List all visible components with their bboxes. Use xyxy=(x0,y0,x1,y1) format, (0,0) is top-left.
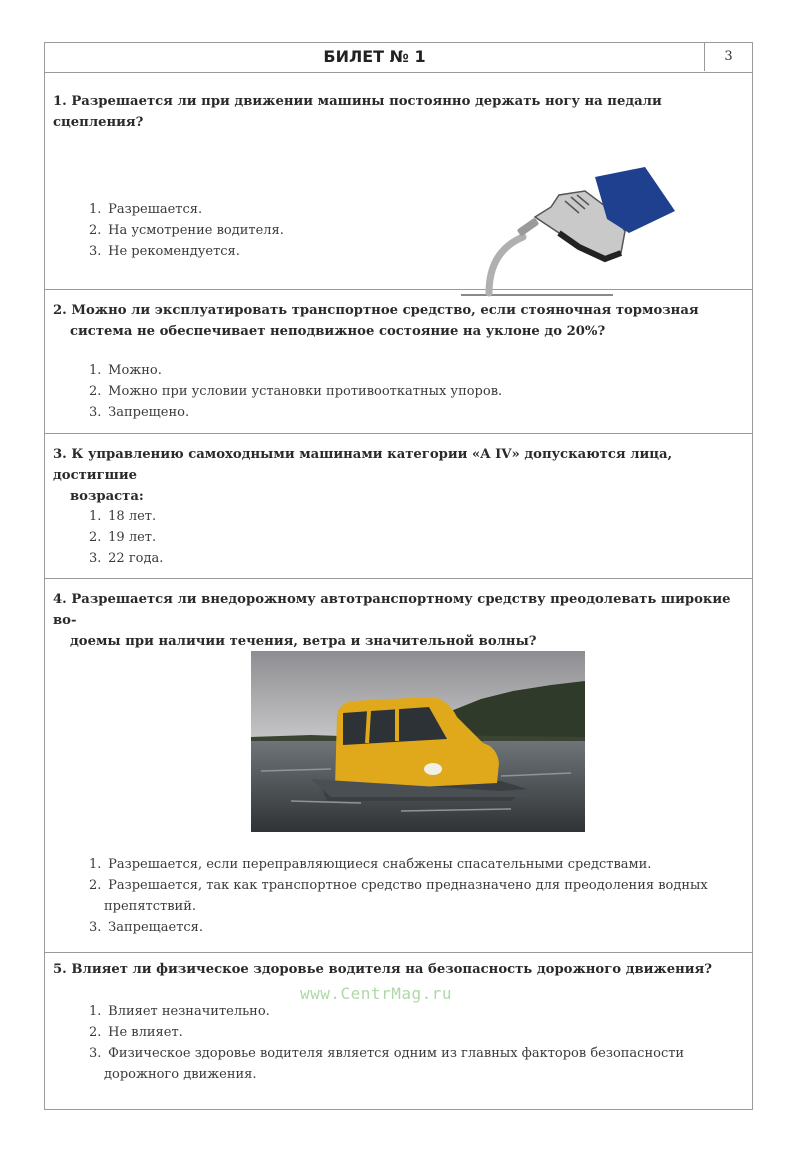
question-5-answers xyxy=(89,1001,712,1085)
answer-item: 1. Можно. xyxy=(89,363,162,378)
question-4 xyxy=(45,579,752,953)
ticket-header xyxy=(45,43,752,73)
answer-item: 3. Запрещено. xyxy=(89,405,190,420)
question-2-text: 2. Можно ли эксплуатировать транспортное средство, если стояночная тормозная система не обеспечивает неподвижное состояние на уклоне до 20%? xyxy=(53,303,699,339)
answer-item: 3. Запрещается. xyxy=(89,920,204,935)
question-2 xyxy=(45,290,752,434)
answer-item: 1. Разрешается. xyxy=(89,202,203,217)
question-4-text: 4. Разрешается ли внедорожному автотранспортному средству преодолевать широкие во- доемы при наличии течения, ветра и значительной волны? xyxy=(53,592,731,649)
question-3-text: 3. К управлению самоходными машинами категории «A IV» допускаются лица, достигшие возраста: xyxy=(53,447,673,504)
answer-item: 3. Не рекомендуется. xyxy=(89,244,240,259)
answer-item: 2. Можно при условии установки противооткатных упоров. xyxy=(89,384,503,399)
answer-item: 2. Разрешается, так как транспортное средство предназначено для преодоления водных препятствий. xyxy=(89,878,708,914)
amphibious-minibus-photo xyxy=(251,651,585,832)
watermark: www.CentrMag.ru xyxy=(300,984,452,1003)
ticket-title: БИЛЕТ № 1 xyxy=(323,47,426,66)
question-5 xyxy=(45,953,752,1109)
question-2-answers xyxy=(89,360,712,423)
page-number: 3 xyxy=(704,43,752,71)
question-3-answers xyxy=(89,506,712,569)
answer-item: 2. На усмотрение водителя. xyxy=(89,223,284,238)
question-4-answers xyxy=(89,854,712,938)
ticket-sheet xyxy=(44,42,753,1110)
answer-item: 1. Разрешается, если переправляющиеся снабжены спасательными средствами. xyxy=(89,857,652,872)
question-3 xyxy=(45,434,752,579)
answer-item: 1. 18 лет. xyxy=(89,509,157,524)
question-5-text: 5. Влияет ли физическое здоровье водителя на безопасность дорожного движения? xyxy=(53,962,713,977)
answer-item: 2. 19 лет. xyxy=(89,530,157,545)
question-1 xyxy=(45,73,752,290)
question-1-text: 1. Разрешается ли при движении машины постоянно держать ногу на педали сцепления? xyxy=(53,94,662,130)
answer-item: 1. Влияет незначительно. xyxy=(89,1004,270,1019)
answer-item: 3. Физическое здоровье водителя является одним из главных факторов безопасности дорожного движения. xyxy=(89,1046,685,1082)
question-1-answers xyxy=(89,199,712,262)
answer-item: 2. Не влияет. xyxy=(89,1025,183,1040)
answer-item: 3. 22 года. xyxy=(89,551,164,566)
